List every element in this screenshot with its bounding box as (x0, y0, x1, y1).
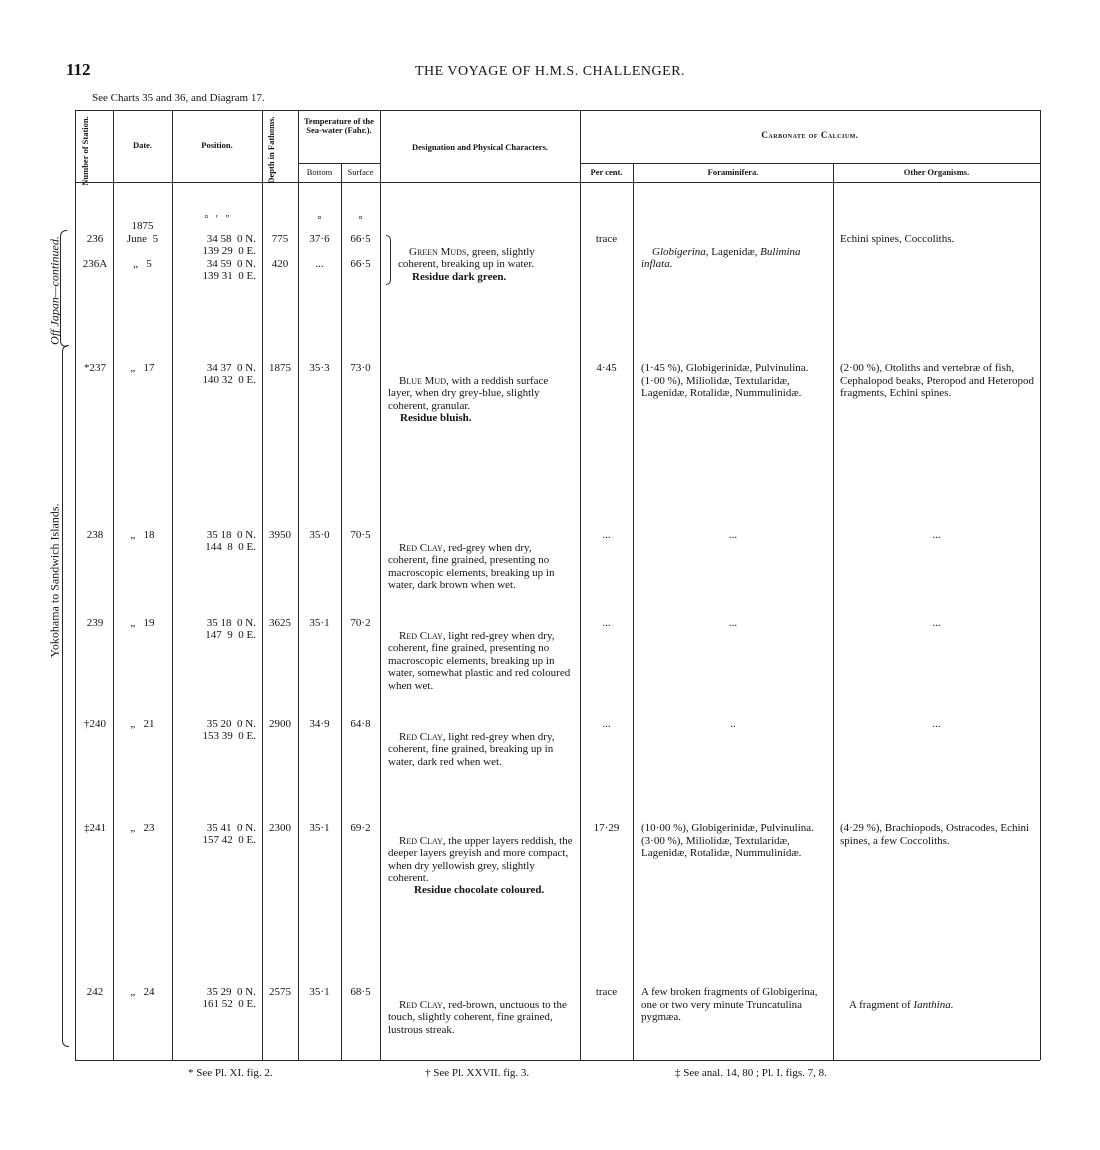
designation-text: light red-grey when dry, coherent, fine grained, presenting no macroscopic elements, breaking up in water, somewhat plastic and red coloured when wet. (388, 629, 573, 692)
foram-bulimina: Bulimina inflata. (641, 245, 804, 270)
cell-latitude: 35 41 0 N. (206, 822, 256, 834)
running-title: THE VOYAGE OF H.M.S. CHALLENGER. (414, 64, 686, 79)
cell-station: ‡241 (84, 822, 106, 834)
region-yokohama: Yokohama to Sandwich Islands. (47, 503, 62, 658)
cell-foraminifera: ... (728, 529, 738, 541)
cell-foraminifera (641, 233, 829, 283)
cell-per-cent: ... (602, 529, 611, 541)
cell-latitude: 35 18 0 N. (206, 529, 256, 541)
header-per-cent: Per cent. (590, 167, 623, 177)
header-surface: Surface (347, 167, 374, 177)
cell-residue: Residue chocolate coloured. (414, 884, 545, 896)
cell-per-cent: trace (595, 233, 618, 245)
cell-bottom-temp: ... (315, 258, 324, 270)
cell-longitude: 140 32 0 E. (202, 374, 256, 386)
cell-latitude: 34 58 0 N. (206, 233, 256, 245)
cell-longitude: 153 39 0 E. (202, 730, 256, 742)
footnote-double-dagger: ‡ See anal. 14, 80 ; Pl. I. figs. 7, 8. (675, 1067, 827, 1079)
cell-depth: 3950 (269, 529, 291, 541)
cell-date: June 5 (126, 233, 159, 245)
cell-longitude: 144 8 0 E. (205, 541, 256, 553)
cell-station: *237 (84, 362, 106, 374)
cell-designation (388, 529, 574, 604)
cell-surface-temp: 73·0 (350, 362, 371, 374)
cell-bottom-temp: 37·6 (309, 233, 330, 245)
header-foraminifera: Foraminifera. (707, 167, 759, 177)
designation-text: light red-grey when dry, coherent, fine grained, breaking up in water, dark red when wet. (388, 730, 558, 768)
cell-bottom-temp: 35·3 (309, 362, 330, 374)
designation-name: Green Muds, (409, 245, 470, 258)
cell-latitude: 35 20 0 N. (206, 718, 256, 730)
designation-text: green, slightly coherent, breaking up in water. (398, 245, 538, 270)
cell-latitude: 35 18 0 N. (206, 617, 256, 629)
designation-name: Red Clay, (399, 541, 446, 554)
cell-longitude: 161 52 0 E. (202, 998, 256, 1010)
cell-surface-temp: 70·5 (350, 529, 371, 541)
other-organisms-text: A fragment of (849, 998, 914, 1011)
cell-station: †240 (84, 718, 106, 730)
foram-lagenidae: Lagenidæ, (708, 245, 761, 258)
cell-other-organisms: Echini spines, Coccoliths. (840, 233, 955, 245)
designation-name: Blue Mud, (399, 374, 449, 387)
temp-degree-bottom: ° (317, 214, 322, 226)
cell-longitude: 139 31 0 E. (202, 270, 256, 282)
designation-text: with a reddish surface layer, when dry grey-blue, slightly coherent, granular. (388, 374, 552, 412)
cell-bottom-temp: 35·1 (309, 822, 330, 834)
cell-bottom-temp: 34·9 (309, 718, 330, 730)
cell-depth: 2575 (269, 986, 291, 998)
cell-bottom-temp: 35·0 (309, 529, 330, 541)
cell-station: 239 (86, 617, 104, 629)
cell-foraminifera: ... (728, 617, 738, 629)
cell-bottom-temp: 35·1 (309, 986, 330, 998)
cell-designation (388, 986, 574, 1049)
cell-longitude: 139 29 0 E. (202, 245, 256, 257)
cell-foraminifera: (1·45 %), Globigerinidæ, Pulvinulina. (1·00 %), Miliolidæ, Textularidæ, Lagenidæ, Rotalidæ, Nummulinidæ. (641, 362, 809, 399)
cell-depth: 1875 (269, 362, 291, 374)
cell-station: 236A (82, 258, 108, 270)
footnote-dagger: † See Pl. XXVII. fig. 3. (425, 1067, 530, 1079)
cell-station: 242 (86, 986, 104, 998)
cell-date: „ 18 (130, 529, 155, 541)
cell-surface-temp: 66·5 (350, 233, 371, 245)
cell-residue: Residue bluish. (400, 412, 472, 424)
designation-name: Red Clay, (399, 834, 446, 847)
designation-text: red-brown, unctuous to the touch, slightly coherent, fine grained, lustrous streak. (388, 998, 570, 1036)
cell-depth: 775 (271, 233, 289, 245)
header-position: Position. (201, 140, 233, 150)
cell-station: 238 (86, 529, 104, 541)
cell-latitude: 35 29 0 N. (206, 986, 256, 998)
header-depth: Depth in Fathoms. (266, 116, 276, 184)
cell-latitude: 34 59 0 N. (206, 258, 256, 270)
row-brace (386, 235, 391, 285)
cell-other-organisms (838, 986, 1035, 1024)
cell-per-cent: 4·45 (596, 362, 617, 374)
cell-date: „ 5 (133, 258, 152, 270)
cell-designation (388, 617, 574, 705)
header-other-organisms: Other Organisms. (903, 167, 970, 177)
cell-depth: 2300 (269, 822, 291, 834)
cell-surface-temp: 70·2 (350, 617, 371, 629)
cell-bottom-temp: 35·1 (309, 617, 330, 629)
cell-designation (388, 718, 574, 781)
header-designation: Designation and Physical Characters. (412, 142, 548, 152)
cell-date: „ 19 (130, 617, 155, 629)
cell-surface-temp: 64·8 (350, 718, 371, 730)
cell-other-organisms: ... (932, 529, 941, 541)
cell-station: 236 (86, 233, 104, 245)
cell-other-organisms: ... (932, 617, 941, 629)
cell-latitude: 34 37 0 N. (206, 362, 256, 374)
cell-foraminifera: (10·00 %), Globigerinidæ, Pulvinulina. (3·00 %), Miliolidæ, Textularidæ, Lagenidæ, Rotalidæ, Nummulinidæ. (641, 822, 814, 859)
region-off-japan: Off Japan—continued. (47, 236, 62, 345)
brace-yokohama (62, 345, 69, 1047)
cell-per-cent: trace (595, 986, 618, 998)
designation-text: the upper layers reddish, the deeper layers greyish and more compact, when dry yellowish grey, slightly coherent. (388, 834, 576, 884)
cell-year: 1875 (131, 220, 154, 232)
cell-depth: 3625 (269, 617, 291, 629)
cell-longitude: 157 42 0 E. (202, 834, 256, 846)
cell-per-cent: ... (602, 718, 611, 730)
foram-globigerina: Globigerina, (652, 245, 709, 258)
cell-depth: 2900 (269, 718, 291, 730)
header-temperature: Temperature of the Sea-water (Fahr.). (304, 116, 374, 135)
cell-per-cent: 17·29 (593, 822, 620, 834)
cell-other-organisms: (4·29 %), Brachiopods, Ostracodes, Echini spines, a few Coccoliths. (840, 822, 1032, 847)
cell-other-organisms: (2·00 %), Otoliths and vertebræ of fish, Cephalopod beaks, Pteropod and Heteropod fragments, Echini spines. (840, 362, 1037, 399)
designation-text: red-grey when dry, coherent, fine grained, presenting no macroscopic elements, breaking up in water, dark brown when wet. (388, 541, 558, 591)
cell-longitude: 147 9 0 E. (205, 629, 256, 641)
see-charts-note: See Charts 35 and 36, and Diagram 17. (92, 92, 265, 104)
cell-other-organisms: ... (932, 718, 941, 730)
page-number: 112 (66, 60, 91, 79)
other-organisms-genus: Ianthina. (913, 998, 954, 1011)
header-bottom: Bottom (306, 167, 333, 177)
cell-surface-temp: 68·5 (350, 986, 371, 998)
designation-name: Red Clay, (399, 730, 446, 743)
header-station: Number of Station. (80, 116, 90, 186)
cell-residue: Residue dark green. (412, 271, 507, 283)
header-carbonate: Carbonate of Calcium. (761, 130, 859, 140)
cell-depth: 420 (271, 258, 289, 270)
cell-surface-temp: 69·2 (350, 822, 371, 834)
cell-foraminifera: .. (730, 718, 736, 730)
cell-date: „ 23 (130, 822, 155, 834)
designation-name: Red Clay, (399, 629, 446, 642)
cell-per-cent: ... (602, 617, 611, 629)
temp-degree-surface: ° (358, 214, 363, 226)
designation-name: Red Clay, (399, 998, 446, 1011)
cell-surface-temp: 66·5 (350, 258, 371, 270)
cell-foraminifera: A few broken fragments of Globigerina, one or two very minute Truncatulina pygmæa. (641, 986, 821, 1023)
degree-markers: ° ′ ″ (204, 214, 230, 225)
header-date: Date. (132, 140, 153, 150)
cell-date: „ 24 (130, 986, 155, 998)
cell-date: „ 17 (130, 362, 155, 374)
footnote-star: * See Pl. XI. fig. 2. (188, 1067, 273, 1079)
cell-date: „ 21 (130, 718, 155, 730)
